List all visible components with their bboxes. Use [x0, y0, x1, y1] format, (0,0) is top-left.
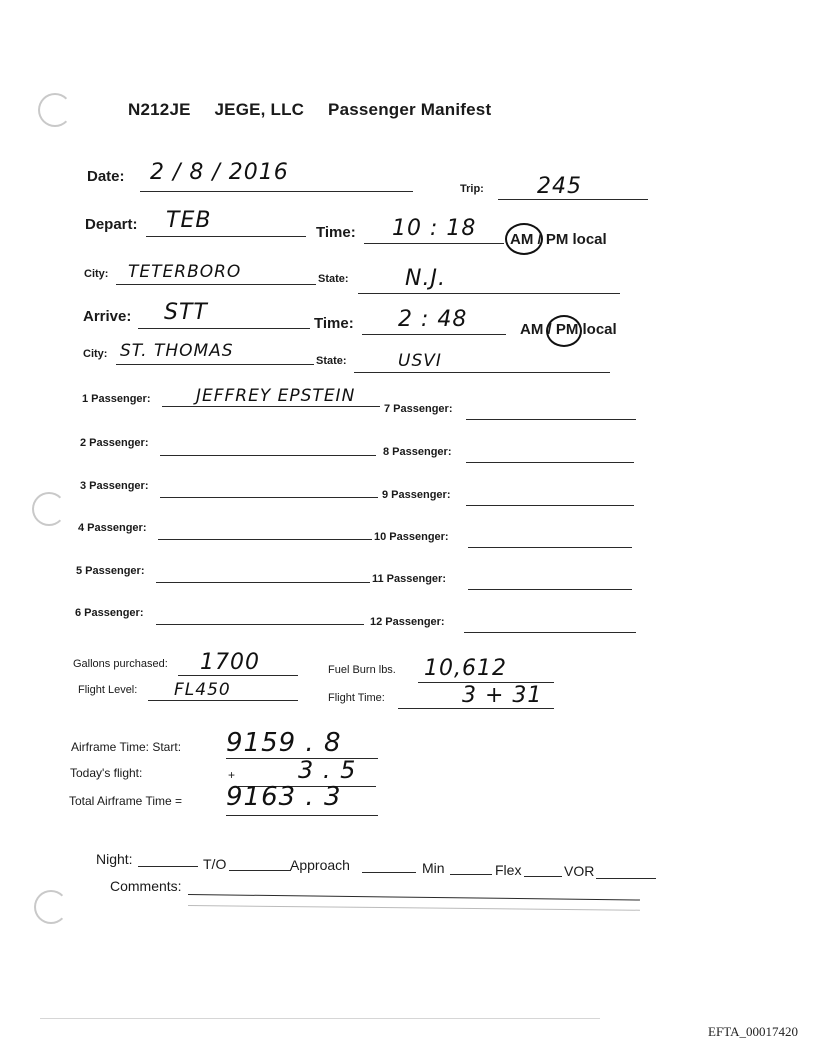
scan-edge: [40, 1018, 600, 1019]
document-id: EFTA_00017420: [708, 1024, 798, 1039]
arrive-state-label: State:: [316, 355, 347, 367]
trip-label: Trip:: [460, 183, 484, 195]
arrive-time-line: [362, 334, 506, 335]
todays-flight-value[interactable]: 3 . 5: [298, 756, 357, 784]
depart-city-label: City:: [84, 268, 109, 280]
vor-line[interactable]: [596, 878, 656, 879]
vor-label: VOR: [564, 863, 595, 879]
depart-line: [146, 236, 306, 237]
arrive-ampm: AM / PM local: [520, 321, 617, 338]
punch-hole-bottom: [34, 890, 68, 924]
airframe-start-label: Airframe Time: Start:: [71, 740, 182, 754]
min-line[interactable]: [450, 874, 492, 875]
date-label: Date:: [87, 168, 125, 185]
passenger-6-line[interactable]: [156, 624, 364, 625]
trip-value[interactable]: 245: [537, 174, 582, 199]
flight-time-label: Flight Time:: [328, 692, 385, 704]
passenger-3-line[interactable]: [160, 497, 378, 498]
passenger-8-label: 8 Passenger:: [383, 446, 452, 458]
arrive-line: [138, 328, 310, 329]
gallons-line: [178, 675, 298, 676]
depart-time-value[interactable]: 10 : 18: [392, 216, 477, 241]
arrive-time-value[interactable]: 2 : 48: [398, 307, 468, 332]
passenger-3-label: 3 Passenger:: [80, 480, 149, 492]
fuel-burn-label: Fuel Burn lbs.: [328, 664, 396, 676]
passenger-12-line[interactable]: [464, 632, 636, 633]
passenger-5-line[interactable]: [156, 582, 370, 583]
to-line[interactable]: [229, 870, 291, 871]
flex-line[interactable]: [524, 876, 562, 877]
punch-hole-middle: [32, 492, 66, 526]
company-name: JEGE, LLC: [214, 100, 305, 119]
flight-level-value[interactable]: FL450: [174, 680, 231, 700]
to-label: T/O: [203, 856, 227, 872]
plus-sign: +: [228, 768, 236, 782]
depart-value[interactable]: TEB: [166, 208, 212, 233]
flight-level-label: Flight Level:: [78, 684, 138, 696]
passenger-1-value[interactable]: JEFFREY EPSTEIN: [196, 386, 356, 406]
total-airframe-label: Total Airframe Time =: [69, 794, 183, 808]
punch-hole-top: [38, 93, 72, 127]
passenger-9-label: 9 Passenger:: [382, 489, 451, 501]
depart-state-line: [358, 293, 620, 294]
comments-label: Comments:: [110, 878, 182, 894]
arrive-state-line: [354, 372, 610, 373]
passenger-11-line[interactable]: [468, 589, 632, 590]
passenger-4-line[interactable]: [158, 539, 372, 540]
arrive-city-line: [116, 364, 314, 365]
date-value[interactable]: 2 / 8 / 2016: [150, 160, 289, 185]
depart-time-label: Time:: [316, 224, 356, 241]
depart-state-value[interactable]: N.J.: [405, 266, 446, 291]
passenger-9-line[interactable]: [466, 505, 634, 506]
passenger-10-line[interactable]: [468, 547, 632, 548]
passenger-2-label: 2 Passenger:: [80, 437, 149, 449]
total-airframe-value[interactable]: 9163 . 3: [226, 782, 342, 812]
gallons-label: Gallons purchased:: [73, 658, 168, 670]
todays-flight-label: Today's flight:: [70, 766, 143, 780]
date-line: [140, 191, 413, 192]
passenger-12-label: 12 Passenger:: [370, 616, 445, 628]
depart-city-value[interactable]: TETERBORO: [128, 262, 242, 282]
passenger-2-line[interactable]: [160, 455, 376, 456]
approach-label: Approach: [290, 857, 350, 873]
gallons-value[interactable]: 1700: [200, 650, 260, 675]
passenger-10-label: 10 Passenger:: [374, 531, 449, 543]
passenger-1-label: 1 Passenger:: [82, 393, 151, 405]
depart-ampm: AM / PM local: [510, 231, 607, 248]
night-label: Night:: [96, 851, 133, 867]
passenger-7-label: 7 Passenger:: [384, 403, 453, 415]
depart-state-label: State:: [318, 273, 349, 285]
doc-title: Passenger Manifest: [328, 100, 492, 119]
passenger-4-label: 4 Passenger:: [78, 522, 147, 534]
total-airframe-line: [226, 815, 378, 816]
arrive-label: Arrive:: [83, 308, 132, 325]
comments-line[interactable]: [188, 894, 640, 901]
depart-city-line: [116, 284, 316, 285]
arrive-city-label: City:: [83, 348, 108, 360]
arrive-city-value[interactable]: ST. THOMAS: [120, 341, 234, 361]
night-line[interactable]: [138, 866, 198, 867]
arrive-value[interactable]: STT: [164, 300, 208, 325]
form-title: [128, 100, 491, 120]
airframe-start-value[interactable]: 9159 . 8: [226, 728, 342, 758]
flight-time-line: [398, 708, 554, 709]
passenger-11-label: 11 Passenger:: [372, 573, 446, 585]
flight-level-line: [148, 700, 298, 701]
min-label: Min: [422, 860, 445, 876]
arrive-state-value[interactable]: USVI: [398, 351, 442, 371]
passenger-1-line: [162, 406, 380, 407]
comments-line-2[interactable]: [188, 905, 640, 911]
flex-label: Flex: [495, 862, 522, 878]
passenger-6-label: 6 Passenger:: [75, 607, 144, 619]
passenger-8-line[interactable]: [466, 462, 634, 463]
approach-line[interactable]: [362, 872, 416, 873]
tail-number: N212JE: [128, 100, 191, 119]
depart-label: Depart:: [85, 216, 138, 233]
flight-time-value[interactable]: 3 + 31: [462, 683, 543, 708]
passenger-5-label: 5 Passenger:: [76, 565, 145, 577]
passenger-7-line[interactable]: [466, 419, 636, 420]
arrive-time-label: Time:: [314, 315, 354, 332]
fuel-burn-value[interactable]: 10,612: [424, 656, 507, 681]
trip-line: [498, 199, 648, 200]
depart-time-line: [364, 243, 504, 244]
